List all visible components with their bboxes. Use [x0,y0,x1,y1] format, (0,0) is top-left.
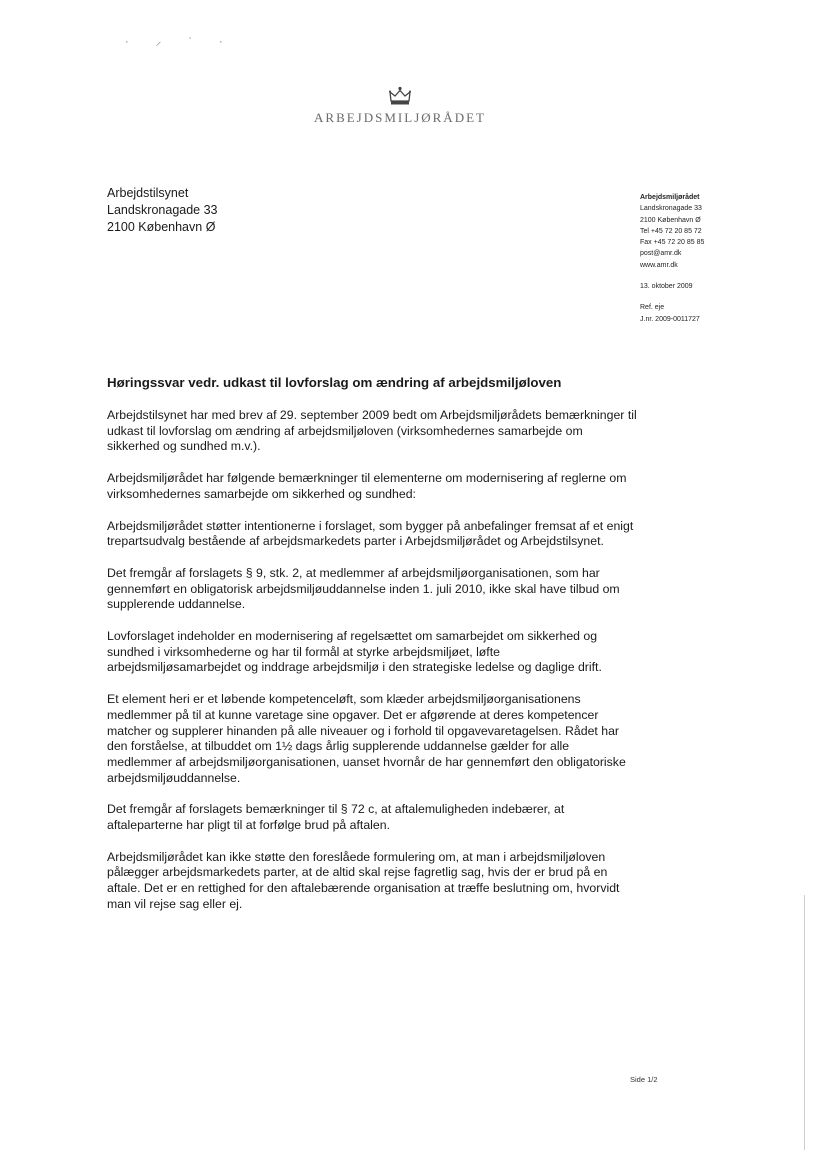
recipient-street: Landskronagade 33 [107,203,218,217]
sender-org: Arbejdsmiljørådet [640,194,700,201]
body-paragraph: Arbejdsmiljørådet støtter intentionerne i forslaget, som bygger på anbefalinger fremsat af et enigt trepartsudvalg bestående af arbejdsmarkedets parter i Arbejdsmiljørådet og Arbejdstilsynet. [107,518,634,549]
body-paragraph: Et element heri er et løbende kompetenceløft, som klæder arbejdsmiljøorganisationens medlemmer på til at kunne varetage sine opgaver. Det er afgørende at deres kompetencer matcher og supplerer hinanden på alle niveauer og i forhold til opgavevaretagelsen. Rådet har den forståelse, at tilbuddet om 1½ dags årlig supplerende uddannelse gælder for alle medlemmer af arbejdsmiljøorganisationen, uanset hvornår de har gennemført den obligatoriske arbejdsmiljøuddannelse. [107,692,626,785]
letterhead-logo [300,86,500,126]
page-number: Side 1/2 [630,1075,658,1084]
sender-address: Landskronagade 33 [640,205,702,213]
letter-body [107,408,637,929]
scan-specks: · ⸝ ʾ · [125,36,235,48]
sender-tel: Tel +45 72 20 85 72 [640,227,702,235]
letter-date: 13. oktober 2009 [640,283,693,291]
letter-subject: Høringssvar vedr. udkast til lovforslag om ændring af arbejdsmiljøloven [107,375,562,390]
recipient-address [107,185,218,236]
scan-edge-line [804,895,805,1150]
body-paragraph: Arbejdsmiljørådet kan ikke støtte den foreslåede formulering om, at man i arbejdsmiljøloven pålægger arbejdsmarkedets parter, at de altid skal rejse fagretlig sag, hvis der er brud på en aftale. Det er en rettighed for den aftalebærende organisation at træffe beslutning om, hvorvidt man vil rejse sag eller ej. [107,849,620,911]
body-paragraph: Det fremgår af forslagets § 9, stk. 2, at medlemmer af arbejdsmiljøorganisationen, som har gennemført en obligatorisk arbejdsmiljøuddannelse inden 1. juli 2010, ikke skal have tilbud om supplerende uddannelse. [107,565,620,612]
crown-icon [388,86,412,106]
recipient-city: 2100 København Ø [107,220,216,234]
body-paragraph: Lovforslaget indeholder en modernisering af regelsættet om samarbejdet om sikkerhed og sundhed i virksomhederne og har til formål at styrke arbejdsmiljøet, løfte arbejdsmiljøsamarbejdet og inddrage arbejdsmiljø i den strategiske ledelse og daglige drift. [107,629,602,675]
reference: Ref. eje [640,304,665,312]
body-paragraph: Det fremgår af forslagets bemærkninger til § 72 c, at aftalemuligheden indebærer, at aftaleparterne har pligt til at forfølge brud på aftalen. [107,802,565,833]
sender-web: www.amr.dk [640,261,678,269]
sender-info [640,192,704,325]
organization-wordmark: ARBEJDSMILJØRÅDET [314,110,486,125]
sender-fax: Fax +45 72 20 85 85 [640,239,705,247]
sender-city: 2100 København Ø [640,216,701,224]
recipient-name: Arbejdstilsynet [107,186,189,200]
body-paragraph: Arbejdsmiljørådet har følgende bemærkninger til elementerne om modernisering af reglerne om virksomhedernes samarbejde om sikkerhed og sundhed: [107,471,627,501]
body-paragraph: Arbejdstilsynet har med brev af 29. september 2009 bedt om Arbejdsmiljørådets bemærkninger til udkast til lovforslag om ændring af arbejdsmiljøloven (virksomhedernes samarbejde om sikkerhed og sundhed m.v.). [107,408,637,454]
journal-number: J.nr. 2009-0011727 [640,315,700,323]
sender-email: post@amr.dk [640,250,682,258]
